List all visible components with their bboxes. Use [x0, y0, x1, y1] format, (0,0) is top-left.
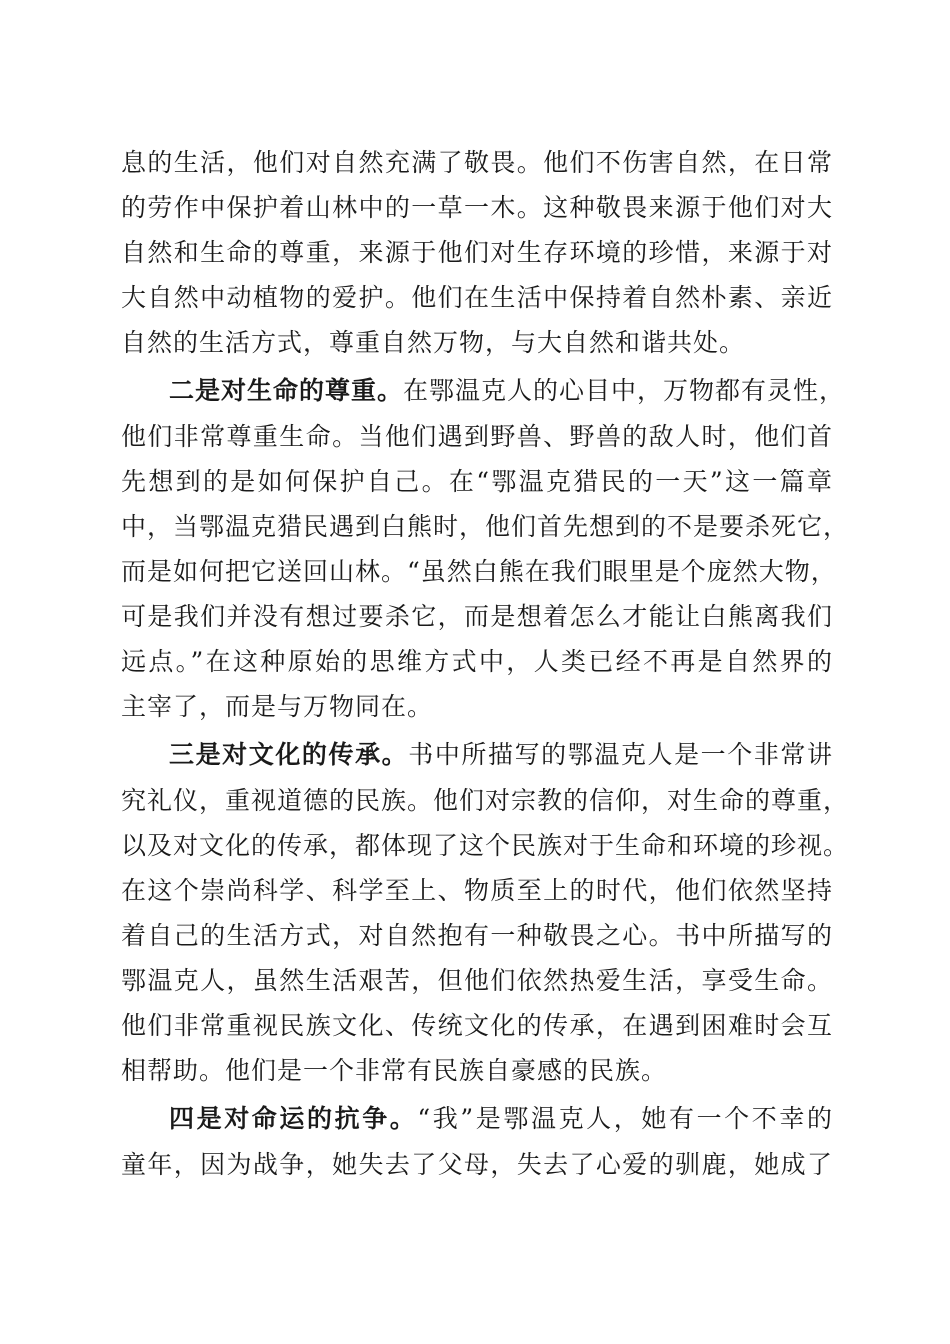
paragraph-line: 相帮助。他们是一个非常有民族自豪感的民族。: [121, 1056, 668, 1085]
paragraph-line: 在这个崇尚科学、科学至上、物质至上的时代，他们依然坚持: [121, 876, 833, 905]
paragraph-line: 着自己的生活方式，对自然抱有一种敬畏之心。书中所描写的: [121, 921, 833, 950]
paragraph-line: 自然和生命的尊重，来源于他们对生存环境的珍惜，来源于对: [121, 238, 833, 267]
paragraph-line: 鄂温克人，虽然生活艰苦，但他们依然热爱生活，享受生命。: [121, 966, 833, 995]
paragraph-first-line: [169, 371, 846, 411]
paragraph-line: 主宰了，而是与万物同在。: [121, 692, 434, 721]
paragraph-first-line: [169, 735, 833, 775]
paragraph-line: 究礼仪，重视道德的民族。他们对宗教的信仰，对生命的尊重，: [121, 786, 850, 815]
paragraph-line: 大自然中动植物的爱护。他们在生活中保持着自然朴素、亲近: [121, 283, 833, 312]
paragraph-line: 息的生活，他们对自然充满了敬畏。他们不伤害自然，在日常: [121, 148, 833, 177]
paragraph-heading: 四是对命运的抗争。: [169, 1104, 418, 1133]
paragraph-line: 童年，因为战争，她失去了父母，失去了心爱的驯鹿，她成了: [121, 1150, 833, 1179]
paragraph-line: 以及对文化的传承，都体现了这个民族对于生命和环境的珍视。: [121, 831, 850, 860]
paragraph-line: 他们非常重视民族文化、传统文化的传承，在遇到困难时会互: [121, 1011, 833, 1040]
paragraph-line: 的劳作中保护着山林中的一草一木。这种敬畏来源于他们对大: [121, 193, 833, 222]
paragraph-line: 先想到的是如何保护自己。在“鄂温克猎民的一天”这一篇章: [121, 467, 833, 496]
paragraph-text: 书中所描写的鄂温克人是一个非常讲: [408, 740, 833, 769]
paragraph-first-line: [169, 1099, 833, 1139]
paragraph-line: 他们非常尊重生命。当他们遇到野兽、野兽的敌人时，他们首: [121, 422, 833, 451]
paragraph-heading: 二是对生命的尊重。: [169, 376, 404, 405]
paragraph-line: 可是我们并没有想过要杀它，而是想着怎么才能让白熊离我们: [121, 602, 833, 631]
paragraph-line: 远点。”在这种原始的思维方式中，人类已经不再是自然界的: [121, 647, 833, 676]
paragraph-line: 自然的生活方式，尊重自然万物，与大自然和谐共处。: [121, 328, 746, 357]
paragraph-line: 中，当鄂温克猎民遇到白熊时，他们首先想到的不是要杀死它，: [121, 512, 850, 541]
paragraph-text: 在鄂温克人的心目中，万物都有灵性，: [403, 376, 846, 405]
paragraph-text: “我”是鄂温克人，她有一个不幸的: [417, 1104, 833, 1133]
paragraph-heading: 三是对文化的传承。: [169, 740, 409, 769]
paragraph-line: 而是如何把它送回山林。“虽然白熊在我们眼里是个庞然大物，: [121, 557, 837, 586]
